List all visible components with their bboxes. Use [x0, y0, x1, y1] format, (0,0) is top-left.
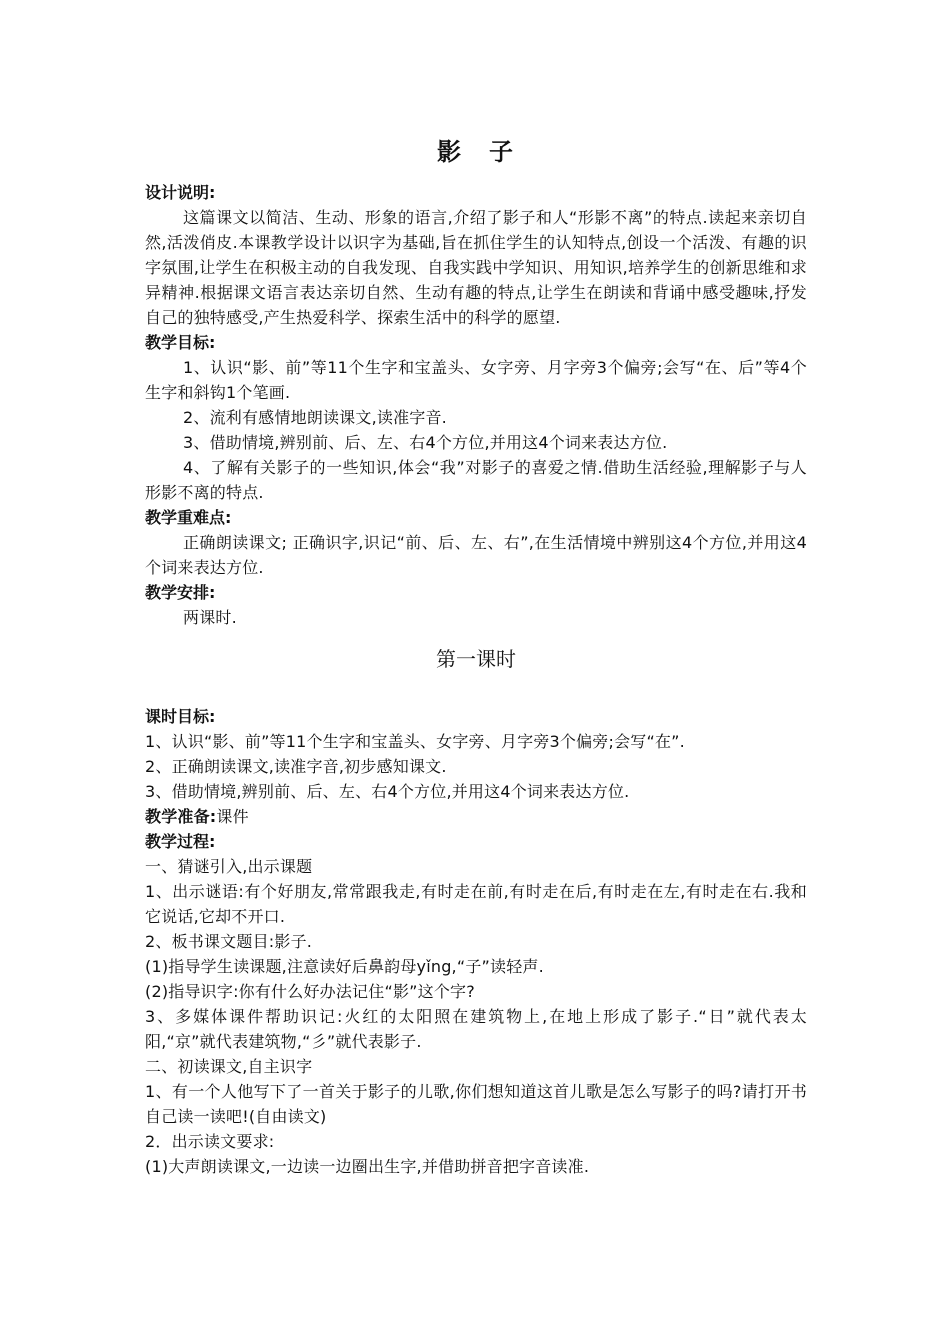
process-item: (1)大声朗读课文,一边读一边圈出生字,并借助拼音把字音读准.	[145, 1157, 590, 1176]
process-item: 1、出示谜语:有个好朋友,常常跟我走,有时走在前,有时走在后,有时走在左,有时走在右.我和它说话,它却不开口.	[145, 882, 807, 926]
keypoints-paragraph: 正确朗读课文; 正确识字,识记“前、后、左、右”,在生活情境中辨别这4个方位,并用这4个词来表达方位.	[145, 533, 807, 577]
schedule-paragraph: 两课时.	[183, 608, 237, 627]
process-item: 2、板书课文题目:影子.	[145, 932, 313, 951]
lesson-goal-item: 1、认识“影、前”等11个生字和宝盖头、女字旁、月字旁3个偏旁;会写“在”.	[145, 732, 685, 751]
process-item: 3、多媒体课件帮助识记:火红的太阳照在建筑物上,在地上形成了影子.“日”就代表太阳,“京”就代表建筑物,“彡”就代表影子.	[145, 1007, 807, 1051]
lesson-goal-item: 3、借助情境,辨别前、后、左、右4个方位,并用这4个词来表达方位.	[145, 782, 630, 801]
lesson-goal-item: 2、正确朗读课文,读准字音,初步感知课文.	[145, 757, 447, 776]
goals-heading: 教学目标:	[145, 333, 216, 352]
design-heading: 设计说明:	[145, 183, 216, 202]
keypoints-heading: 教学重难点:	[145, 508, 232, 527]
document-body	[145, 130, 807, 1179]
prep-label: 教学准备:	[145, 807, 217, 826]
goal-item: 2、流利有感情地朗读课文,读准字音.	[183, 408, 447, 427]
process-item: 二、初读课文,自主识字	[145, 1057, 313, 1076]
process-item: 2．出示读文要求:	[145, 1132, 275, 1151]
lesson-title: 第一课时	[436, 647, 516, 671]
goal-item: 4、了解有关影子的一些知识,体会“我”对影子的喜爱之情.借助生活经验,理解影子与人形影不离的特点.	[145, 458, 807, 502]
prep-value: 课件	[216, 807, 249, 826]
goal-item: 1、认识“影、前”等11个生字和宝盖头、女字旁、月字旁3个偏旁;会写“在、后”等4个生字和斜钩1个笔画.	[145, 358, 807, 402]
document-title	[145, 134, 807, 170]
process-item: 一、猜谜引入,出示课题	[145, 857, 313, 876]
process-item: (2)指导识字:你有什么好办法记住“影”这个字?	[145, 982, 475, 1001]
process-heading: 教学过程:	[145, 832, 216, 851]
schedule-heading: 教学安排:	[145, 583, 216, 602]
title-char-1: 影	[437, 138, 463, 166]
lesson-goals-heading: 课时目标:	[145, 707, 216, 726]
design-paragraph: 这篇课文以简洁、生动、形象的语言,介绍了影子和人“形影不离”的特点.读起来亲切自然,活泼俏皮.本课教学设计以识字为基础,旨在抓住学生的认知特点,创设一个活泼、有趣的识字氛围,让学生在积极主动的自我发现、自我实践中学知识、用知识,培养学生的创新思维和求异精神.根据课文语言表达亲切自然、生动有趣的特点,让学生在朗读和背诵中感受趣味,抒发自己的独特感受,产生热爱科学、探索生活中的科学的愿望.	[145, 208, 807, 327]
prep-line	[145, 804, 807, 829]
process-item: 1、有一个人他写下了一首关于影子的儿歌,你们想知道这首儿歌是怎么写影子的吗?请打开书自己读一读吧!(自由读文)	[145, 1082, 807, 1126]
goal-item: 3、借助情境,辨别前、后、左、右4个方位,并用这4个词来表达方位.	[183, 433, 668, 452]
title-char-2: 子	[489, 138, 515, 166]
process-item: (1)指导学生读课题,注意读好后鼻韵母yǐng,“子”读轻声.	[145, 957, 544, 976]
